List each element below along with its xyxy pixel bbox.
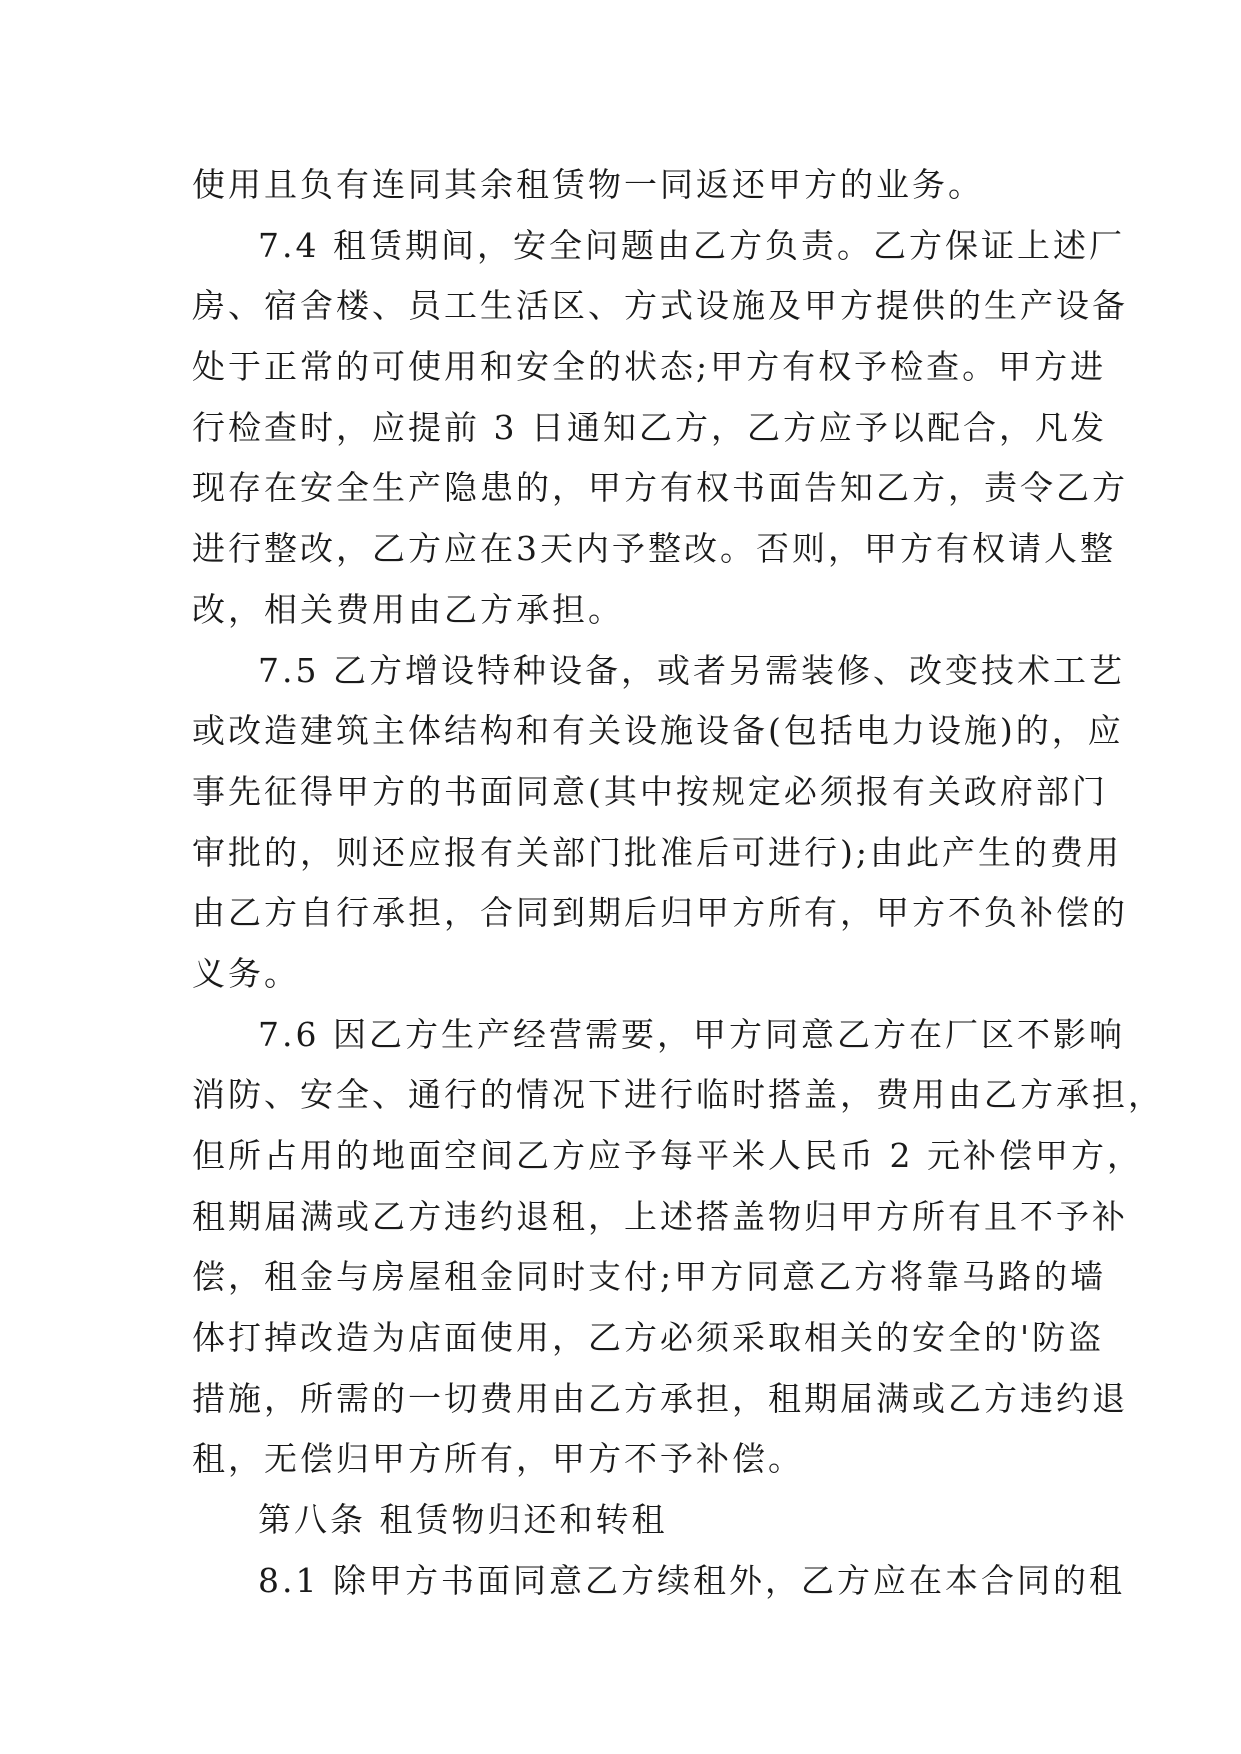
section-heading: 第八条 租赁物归还和转租 bbox=[258, 1500, 668, 1540]
text-line: 租期届满或乙方违约退租，上述搭盖物归甲方所有且不予补 bbox=[192, 1196, 1128, 1236]
text-line: 7.6 因乙方生产经营需要，甲方同意乙方在厂区不影响 bbox=[258, 1014, 1125, 1054]
text-line: 由乙方自行承担，合同到期后归甲方所有，甲方不负补偿的 bbox=[192, 893, 1128, 933]
text-line: 房、宿舍楼、员工生活区、方式设施及甲方提供的生产设备 bbox=[192, 286, 1128, 326]
text-line: 7.4 租赁期间，安全问题由乙方负责。乙方保证上述厂 bbox=[258, 225, 1125, 265]
text-line: 处于正常的可使用和安全的状态;甲方有权予检查。甲方进 bbox=[192, 347, 1107, 387]
text-line: 审批的，则还应报有关部门批准后可进行);由此产生的费用 bbox=[192, 832, 1122, 872]
text-line: 现存在安全生产隐患的，甲方有权书面告知乙方，责令乙方 bbox=[192, 468, 1128, 508]
text-line: 进行整改，乙方应在3天内予整改。否则，甲方有权请人整 bbox=[192, 529, 1116, 569]
text-line: 租，无偿归甲方所有，甲方不予补偿。 bbox=[192, 1439, 804, 1479]
text-line: 7.5 乙方增设特种设备，或者另需装修、改变技术工艺 bbox=[258, 650, 1125, 690]
text-line: 偿，租金与房屋租金同时支付;甲方同意乙方将靠马路的墙 bbox=[192, 1257, 1107, 1297]
text-line: 体打掉改造为店面使用，乙方必须采取相关的安全的'防盗 bbox=[192, 1318, 1105, 1358]
text-line: 8.1 除甲方书面同意乙方续租外，乙方应在本合同的租 bbox=[258, 1560, 1125, 1600]
text-line: 行检查时，应提前 3 日通知乙方，乙方应予以配合，凡发 bbox=[192, 407, 1107, 447]
text-line: 改，相关费用由乙方承担。 bbox=[192, 589, 624, 629]
text-line: 消防、安全、通行的情况下进行临时搭盖，费用由乙方承担， bbox=[192, 1075, 1164, 1115]
text-line: 义务。 bbox=[192, 953, 300, 993]
text-line: 措施，所需的一切费用由乙方承担，租期届满或乙方违约退 bbox=[192, 1378, 1128, 1418]
text-line: 使用且负有连同其余租赁物一同返还甲方的业务。 bbox=[192, 165, 984, 204]
text-line: 或改造建筑主体结构和有关设施设备(包括电力设施)的，应 bbox=[192, 711, 1124, 751]
text-line: 但所占用的地面空间乙方应予每平米人民币 2 元补偿甲方， bbox=[192, 1136, 1143, 1175]
text-line: 事先征得甲方的书面同意(其中按规定必须报有关政府部门 bbox=[192, 771, 1108, 811]
document-body bbox=[192, 155, 1164, 1612]
